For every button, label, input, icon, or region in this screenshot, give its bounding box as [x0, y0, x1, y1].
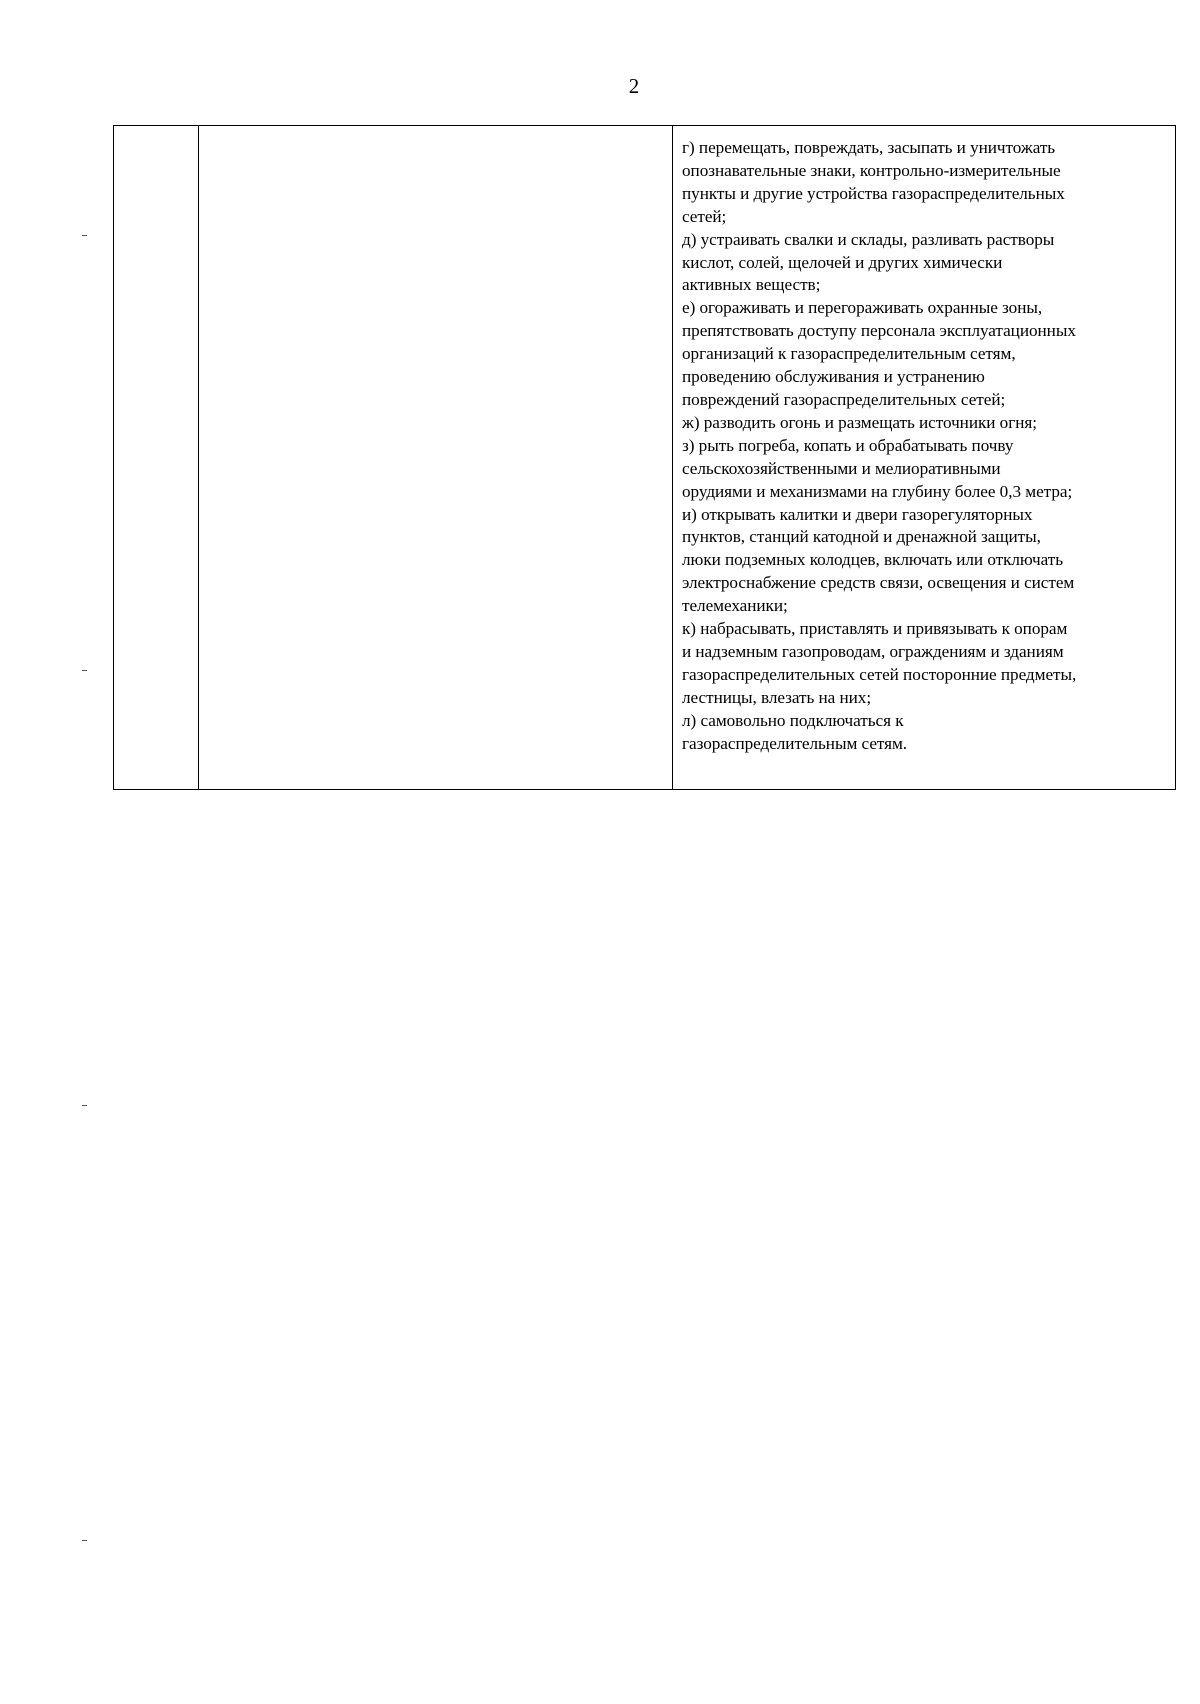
restriction-line: пункты и другие устройства газораспределительных: [682, 183, 1065, 203]
restriction-line: телемеханики;: [682, 596, 788, 616]
restriction-line: лестницы, влезать на них;: [682, 687, 872, 707]
table-row: [114, 126, 1176, 790]
restriction-line: г) перемещать, повреждать, засыпать и уничтожать: [682, 138, 1056, 157]
restriction-line: кислот, солей, щелочей и других химически: [682, 252, 1003, 272]
restriction-line: сетей;: [682, 206, 727, 226]
table-cell-restrictions: [673, 126, 1176, 790]
restriction-line: препятствовать доступу персонала эксплуатационных: [682, 321, 1076, 341]
restriction-line: е) огораживать и перегораживать охранные зоны,: [682, 298, 1043, 318]
restriction-line: орудиями и механизмами на глубину более 0,3 метра;: [682, 481, 1073, 501]
restriction-line: ж) разводить огонь и размещать источники огня;: [682, 412, 1037, 432]
restriction-line: к) набрасывать, приставлять и привязывать к опорам: [682, 619, 1068, 639]
restriction-line: люки подземных колодцев, включать или отключать: [682, 550, 1064, 570]
scan-margin-mark: [82, 670, 87, 671]
restriction-line: з) рыть погреба, копать и обрабатывать почву: [682, 435, 1014, 455]
restriction-line: пунктов, станций катодной и дренажной защиты,: [682, 527, 1041, 547]
page-number: 2: [628, 74, 640, 98]
table-cell-description: [199, 126, 673, 790]
restriction-line: газораспределительным сетям.: [682, 733, 908, 753]
restriction-line: активных веществ;: [682, 275, 821, 295]
restriction-line: и) открывать калитки и двери газорегуляторных: [682, 504, 1033, 524]
restriction-line: д) устраивать свалки и склады, разливать растворы: [682, 229, 1055, 249]
restriction-line: газораспределительных сетей посторонние предметы,: [682, 664, 1077, 684]
restriction-line: организаций к газораспределительным сетям,: [682, 344, 1016, 364]
scan-margin-mark: [82, 1105, 87, 1106]
restriction-line: опознавательные знаки, контрольно-измерительные: [682, 160, 1061, 180]
restriction-line: проведению обслуживания и устранению: [682, 367, 985, 387]
restriction-line: л) самовольно подключаться к: [682, 710, 904, 730]
restriction-line: сельскохозяйственными и мелиоративными: [682, 458, 1001, 478]
restrictions-table: [113, 125, 1176, 790]
restriction-line: электроснабжение средств связи, освещения и систем: [682, 573, 1075, 593]
restriction-line: и надземным газопроводам, ограждениям и зданиям: [682, 641, 1064, 661]
scan-margin-mark: [82, 235, 87, 236]
table-cell-number: [114, 126, 199, 790]
scan-margin-mark: [82, 1540, 87, 1541]
restriction-line: повреждений газораспределительных сетей;: [682, 389, 1006, 409]
